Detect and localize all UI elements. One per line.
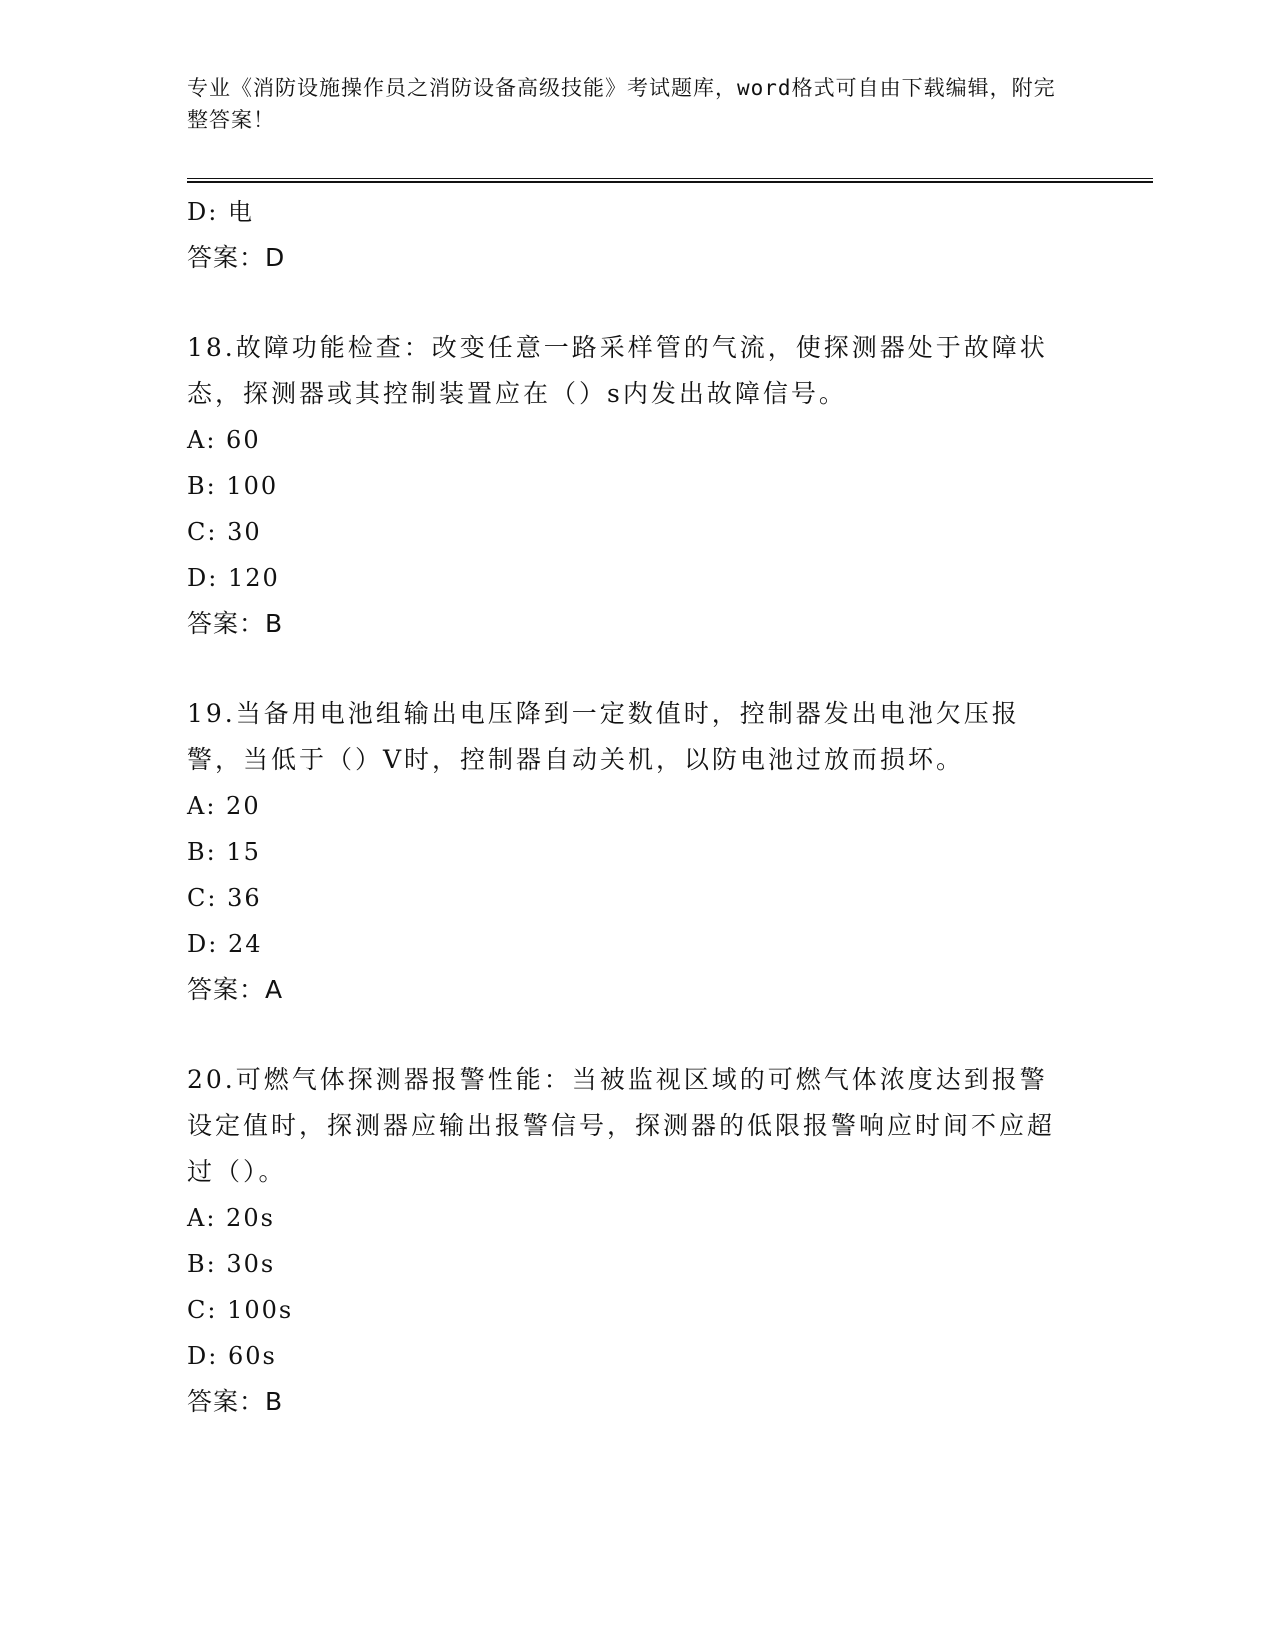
option-c: C: 100s bbox=[187, 1296, 294, 1324]
question-18 bbox=[187, 325, 1087, 647]
document-header: 专业《消防设施操作员之消防设备高级技能》考试题库，word格式可自由下载编辑，附完整答案！ bbox=[187, 76, 1056, 132]
option-b: B: 100 bbox=[187, 472, 279, 500]
question-list bbox=[187, 189, 1087, 1425]
option-c: C: 30 bbox=[187, 518, 262, 546]
answer-line: 答案：A bbox=[187, 975, 284, 1004]
question-20 bbox=[187, 1057, 1087, 1425]
option-d: D: 电 bbox=[187, 198, 254, 226]
option-d: D: 60s bbox=[187, 1342, 277, 1370]
header-rule-thin bbox=[187, 178, 1153, 179]
option-a: A: 20s bbox=[187, 1204, 275, 1232]
option-a: A: 60 bbox=[187, 426, 261, 454]
question-text: 20.可燃气体探测器报警性能：当被监视区域的可燃气体浓度达到报警设定值时，探测器应输出报警信号，探测器的低限报警响应时间不应超过（）。 bbox=[187, 1065, 1056, 1186]
answer-line: 答案：D bbox=[187, 243, 286, 272]
question-19 bbox=[187, 691, 1087, 1013]
option-d: D: 120 bbox=[187, 564, 280, 592]
question-text: 19.当备用电池组输出电压降到一定数值时，控制器发出电池欠压报警，当低于（）V时，控制器自动关机，以防电池过放而损坏。 bbox=[187, 699, 1020, 774]
header-rule-thick bbox=[187, 181, 1153, 183]
question-text: 18.故障功能检查：改变任意一路采样管的气流，使探测器处于故障状态，探测器或其控制装置应在（）s内发出故障信号。 bbox=[187, 333, 1048, 408]
answer-line: 答案：B bbox=[187, 609, 284, 638]
option-b: B: 30s bbox=[187, 1250, 276, 1278]
answer-line: 答案：B bbox=[187, 1387, 284, 1416]
previous-question-tail bbox=[187, 189, 1087, 281]
option-b: B: 15 bbox=[187, 838, 261, 866]
option-c: C: 36 bbox=[187, 884, 262, 912]
option-a: A: 20 bbox=[187, 792, 261, 820]
option-d: D: 24 bbox=[187, 930, 263, 958]
